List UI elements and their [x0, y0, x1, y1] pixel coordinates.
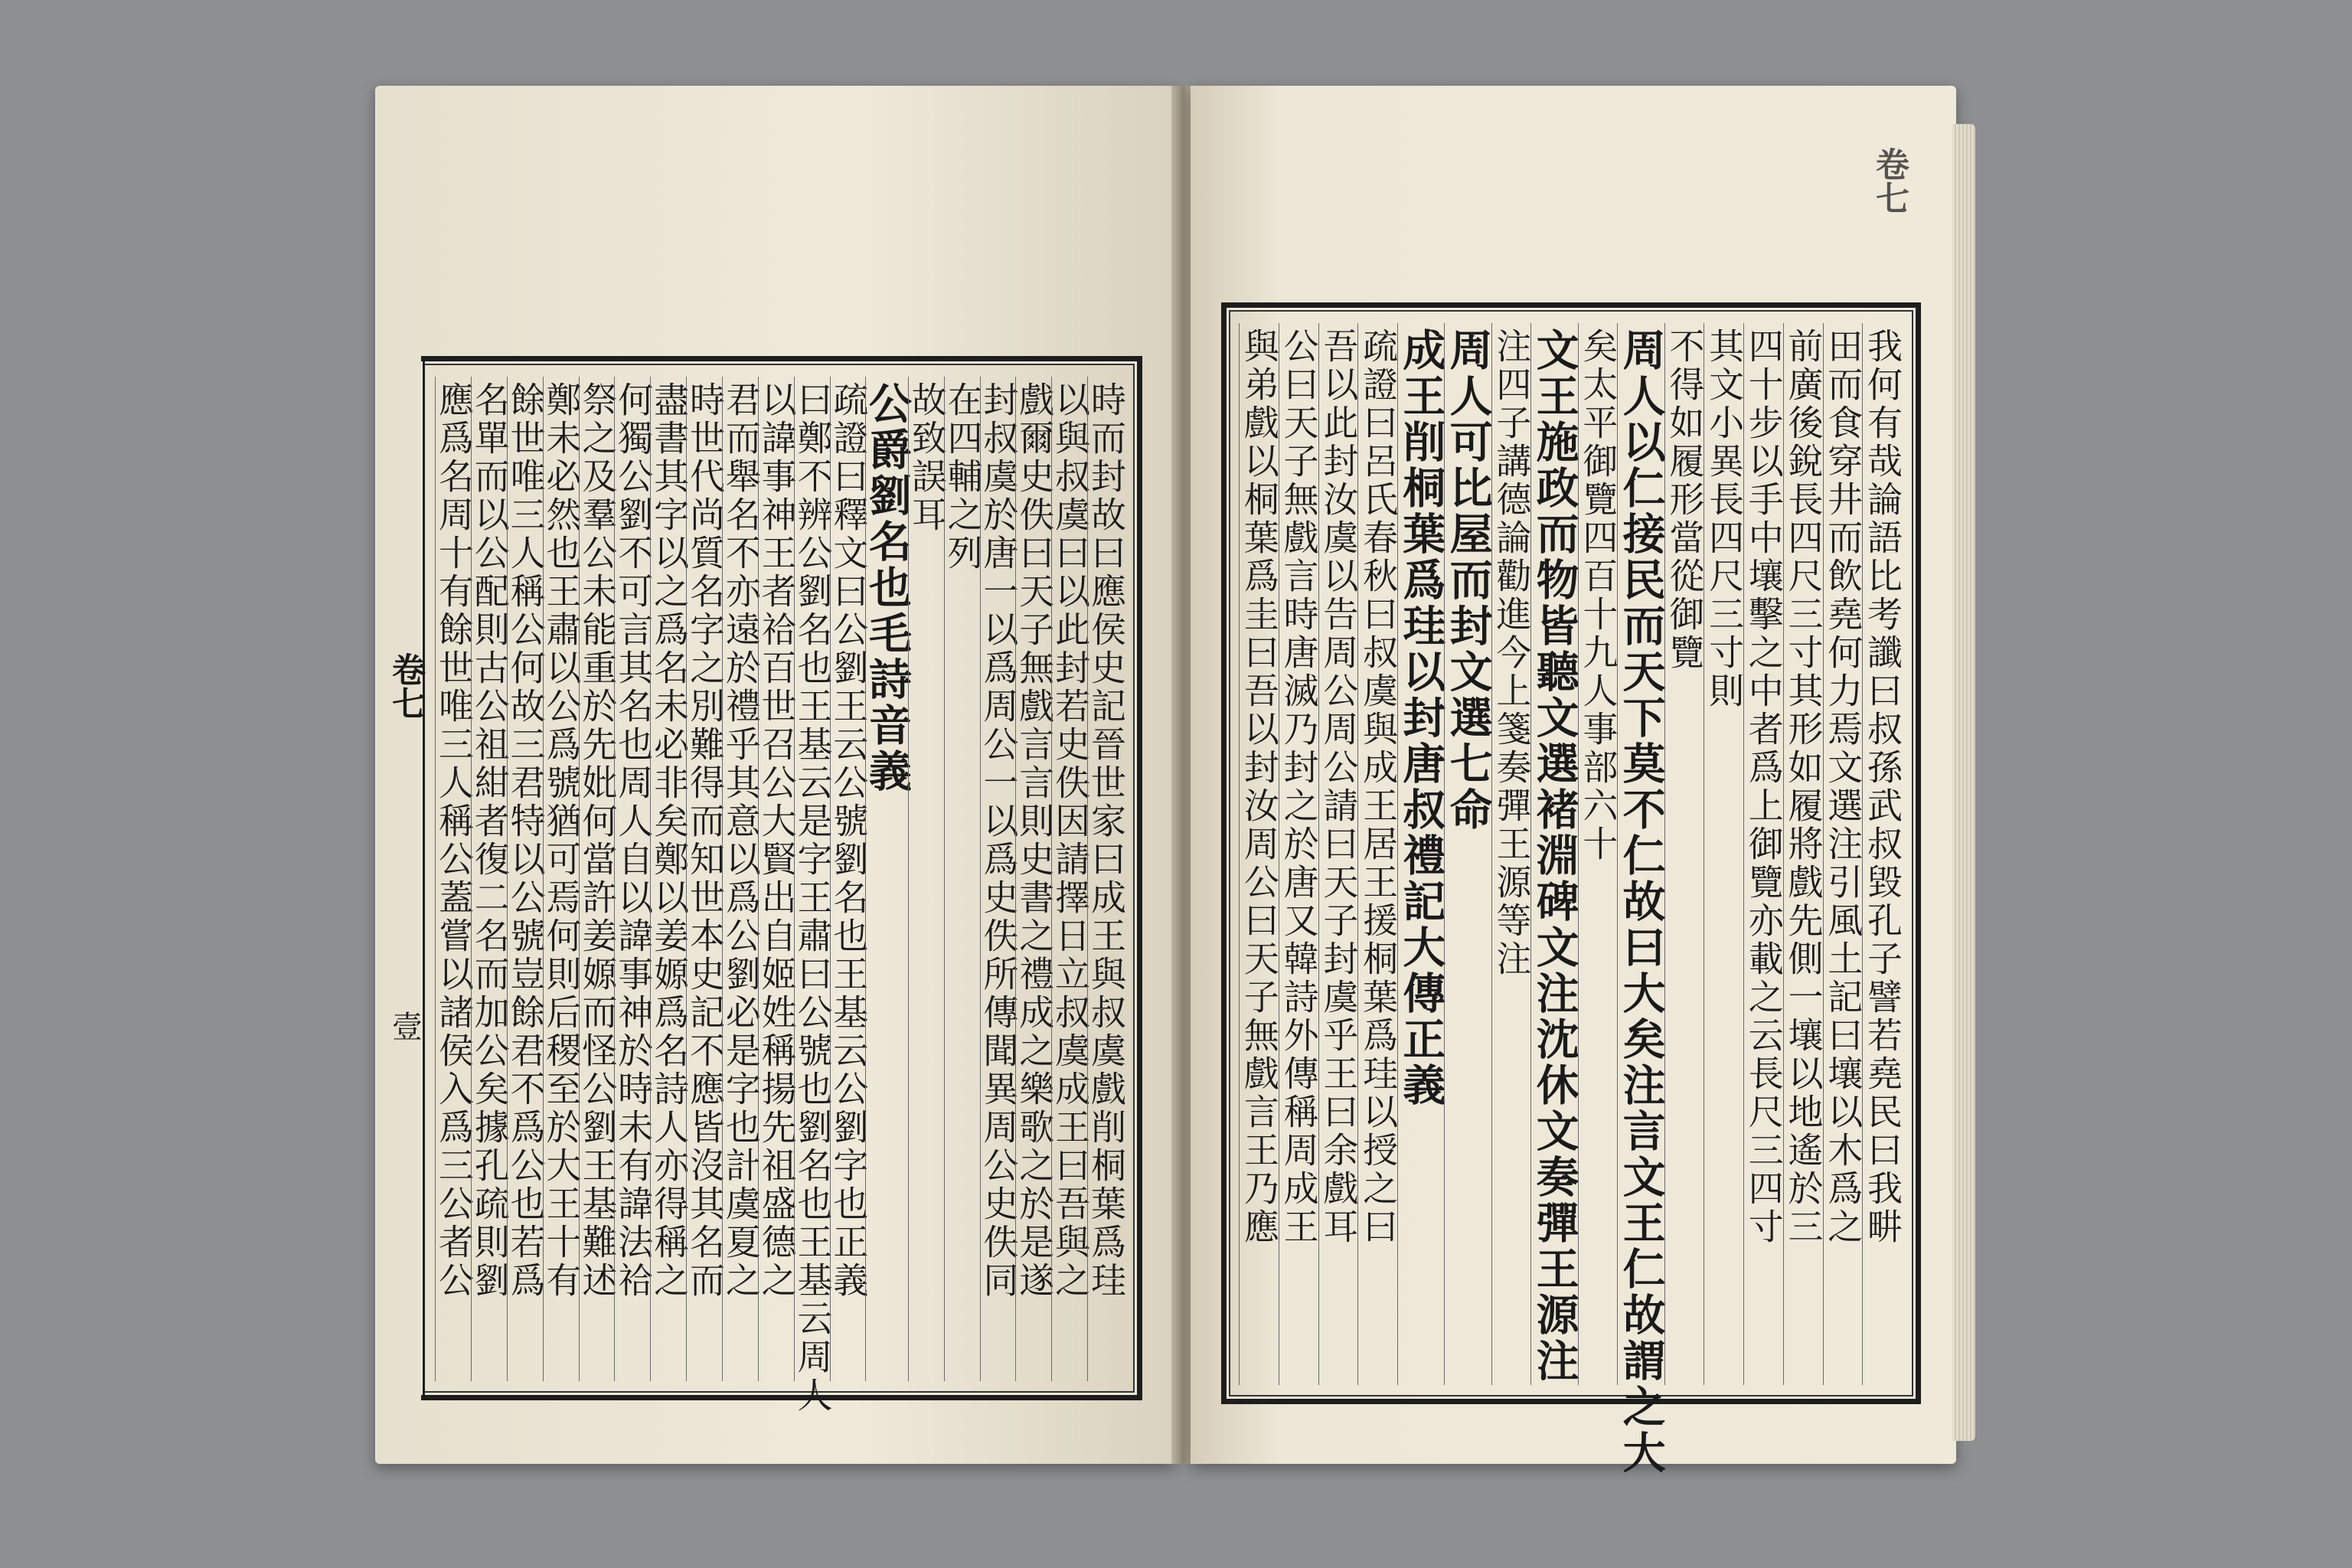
- text-column: 吾以此封汝虞以告周公周公請曰天子封虞乎王曰余戲耳: [1318, 323, 1358, 1385]
- text-column: 不得如履形當從御覽: [1664, 323, 1704, 1385]
- text-column: 疏證曰釋文曰公劉王云公號劉名也王基云公劉字也正義: [830, 377, 866, 1381]
- fold-chapter-label: 卷七: [386, 652, 425, 720]
- text-column: 盡書其字以之爲名未必非矣鄭以姜嫄爲名詩人亦得稱之: [650, 377, 686, 1381]
- text-column: 名單而以公配則古公祖紺者復二名而加公矣據孔疏則劉: [471, 377, 507, 1381]
- text-column: 我何有哉論語比考讖曰叔孫武叔毀孔子譬若堯民曰我畊: [1862, 323, 1902, 1385]
- text-column: 與弟戲以桐葉爲圭曰吾以封汝周公曰天子無戲言王乃應: [1239, 323, 1279, 1385]
- text-column: 其文小異長四尺三寸則: [1704, 323, 1743, 1385]
- heading-column: 文王施政而物皆聽文選褚淵碑文注沈休文奏彈王源注: [1530, 323, 1577, 1385]
- right-page: [1191, 86, 1956, 1476]
- left-fold-margin: [387, 361, 425, 1395]
- text-column: 公曰天子無戲言時唐滅乃封之於唐又韓詩外傳稱周成王: [1279, 323, 1318, 1385]
- text-column: 矣太平御覽四百十九人事部六十: [1578, 323, 1618, 1385]
- open-book: [352, 70, 1998, 1479]
- text-column: 田而食穿井而飲堯何力焉文選注引風土記曰壤以木爲之: [1823, 323, 1863, 1385]
- right-text-columns: [1238, 323, 1903, 1476]
- left-text-frame: [386, 356, 1142, 1415]
- text-column: 故致誤耳: [908, 377, 944, 1381]
- left-text-columns: [433, 377, 1127, 1415]
- text-column: 封叔虞於唐一以爲周公一以爲史佚所傳聞異周公史佚同: [980, 377, 1016, 1381]
- text-column: 前廣後銳長四尺三寸其形如履將戲先側一壤以地遙於三: [1783, 323, 1823, 1385]
- text-column: 曰鄭不辨公劉名也王基云是字王肅曰公號也劉名也王基云周人: [794, 377, 830, 1381]
- text-column: 餘世唯三人稱公何故三君特以公號豈餘君不爲公也若爲: [507, 377, 543, 1381]
- text-column: 時而封故曰應侯史記晉世家曰成王與叔虞戲削桐葉爲珪: [1087, 377, 1123, 1381]
- text-column: 疏證曰呂氏春秋曰叔虞與成王居王援桐葉爲珪以授之曰: [1357, 323, 1397, 1385]
- text-column: 戲爾史佚曰天子無戲言言則史書之禮成之樂歌之於是遂: [1015, 377, 1051, 1381]
- text-column: 四十步以手中壤擊之中者爲上御覽亦載之云長尺三四寸: [1743, 323, 1783, 1385]
- heading-column: 周人可比屋而封文選七命: [1444, 323, 1491, 1385]
- page-edges: [1952, 124, 1975, 1441]
- text-column: 注四子講德論勸進今上箋奏彈王源等注: [1491, 323, 1531, 1385]
- right-page-header: 卷七: [1870, 147, 1909, 214]
- text-column: 在四輔之列: [944, 377, 980, 1381]
- text-column: 以諱事神王者祫百世召公大賢出自姬姓稱揚先祖盛德之: [758, 377, 794, 1381]
- right-text-frame: [1221, 302, 1921, 1476]
- text-column: 以與叔虞曰以此封若史佚因請擇日立叔虞成王曰吾與之: [1051, 377, 1087, 1381]
- text-column: 應爲名周十有餘世唯三人稱公蓋嘗以諸侯入爲三公者公: [435, 377, 471, 1381]
- text-column: 鄭未必然也王肅以公爲號猶可焉何則后稷至於大王十有: [543, 377, 579, 1381]
- fold-page-number: 壹: [387, 1011, 423, 1041]
- left-page: [375, 86, 1175, 1464]
- text-column: 時世代尚質名字之別難得而知世本史記不應皆沒其名而: [686, 377, 722, 1381]
- heading-column: 公爵劉名也毛詩音義: [865, 377, 907, 1381]
- text-column: 何獨公劉不可言其名也周人自以諱事神於時未有諱法祫: [614, 377, 650, 1381]
- heading-column: 成王削桐葉爲珪以封唐叔禮記大傳正義: [1397, 323, 1444, 1385]
- heading-column: 周人以仁接民而天下莫不仁故曰大矣注言文王仁故謂之大: [1617, 323, 1664, 1385]
- text-column: 君而舉名不亦遠於禮乎其意以爲公劉必是字也計虞夏之: [722, 377, 758, 1381]
- text-column: 祭之及羣公未能重於先妣何當許姜嫄而怪公劉王基難述: [579, 377, 615, 1381]
